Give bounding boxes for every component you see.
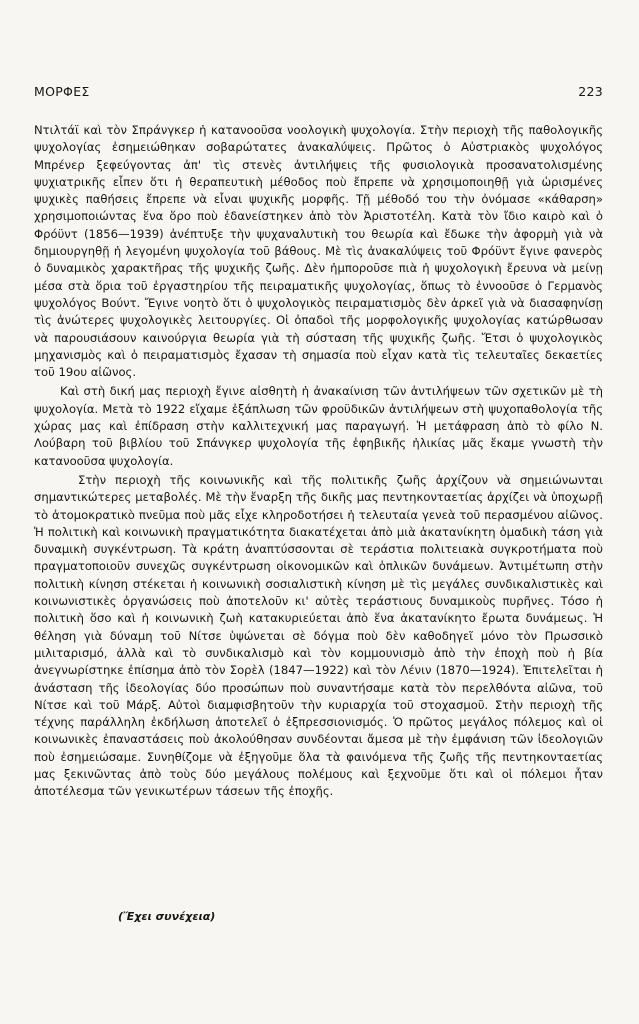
body-text xyxy=(34,122,603,803)
running-head: ΜΟΡΦΕΣ xyxy=(34,84,90,99)
paragraph: Στὴν περιοχὴ τῆς κοινωνικῆς καὶ τῆς πολιτικῆς ζωῆς ἀρχίζουν νὰ σημειώνωνται σημαντικώτερες μεταβολές. Μὲ τὴν ἔναρξη τῆς δικῆς μας πεντηκονταετίας ἀρχίζει νὰ ὑποχωρῇ τὸ ἀτομοκρατικὸ πνεῦμα ποὺ μᾶς εἶχε κληροδοτήσει ἡ τελευταία γενεὰ τοῦ περασμένου αἰῶνος. Ἡ πολιτικὴ καὶ κοινωνικὴ πραγματικότητα διακατέχεται ἀπὸ μιὰ ἀκατανίκητη ὁμαδικὴ τάση γιὰ δυναμικὴ συγκέντρωση. Τὰ κράτη ἀναπτύσσονται σὲ τεράστια πολιτειακὰ συγκροτήματα ποὺ πραγματοποιοῦν συνεχῶς συγκέντρωση οἰκονομικῶν καὶ ὁπλικῶν δυνάμεων. Ἀντιμέτωπη στὴν πολιτικὴ κίνηση στέκεται ἡ κοινωνικὴ σοσιαλιστικὴ κίνηση μὲ τὶς μεγάλες συνδικαλιστικὲς καὶ κοινωνιστικὲς ὀργανώσεις ποὺ ἀποτελοῦν κι' αὐτὲς τεράστιους δυναμικοὺς πυρῆνες. Τόσο ἡ πολιτικὴ ὅσο καὶ ἡ κοινωνικὴ ζωὴ κατακυριεύεται ἀπὸ ἕνα ἀκατανίκητο ἔρωτα δυνάμεως. Ἡ θέληση γιὰ δύναμη τοῦ Νίτσε ὑψώνεται σὲ δόγμα ποὺ δὲν καθοδηγεῖ μόνο τὸν Πρωσσικὸ μιλιταρισμό, ἀλλὰ καὶ τὸ συνδικαλισμὸ καὶ τὸν κομμουνισμὸ ἀπὸ τὴν ἐποχὴ ποὺ ἡ βία ἀνεγνωρίστηκε ἐπίσημα ἀπὸ τὸν Σορὲλ (1847—1922) καὶ τὸν Λένιν (1870—1924). Ἐπιτελεῖται ἡ ἀνάσταση τῆς ἰδεολογίας δύο προσώπων ποὺ συναντήσαμε κατὰ τὸν περελθόντα αἰῶνα, τοῦ Νίτσε καὶ τοῦ Μάρξ. Αὐτοὶ διαμφισβητοῦν τὴν κυριαρχία τοῦ στοχασμοῦ. Στὴν περιοχὴ τῆς τέχνης παράλληλη ἐκδήλωση ἀποτελεῖ ὁ ἐξπρεσσιονισμός. Ὁ πρῶτος μεγάλος πόλεμος καὶ οἱ κοινωνικὲς ἐπαναστάσεις ποὺ ἀκολούθησαν συνδέονται ἄμεσα μὲ τὴν ἐμφάνιση τῶν ἰδεολογιῶν ποὺ ἐσημειώσαμε. Συνηθίζομε νὰ ἐξηγοῦμε ὅλα τὰ φαινόμενα τῆς ζωῆς τῆς πεντηκονταετίας μας ξεκινῶντας ἀπὸ τοὺς δύο μεγάλους πολέμους καὶ ξεχνοῦμε ὅτι καὶ οἱ πόλεμοι ἦταν ἀποτέλεσμα τῶν γενικωτέρων τάσεων τῆς ἐποχῆς. xyxy=(34,472,603,799)
page-header xyxy=(34,84,603,104)
page-number: 223 xyxy=(578,84,603,99)
paragraph: Καὶ στὴ δική μας περιοχὴ ἔγινε αἰσθητὴ ἡ ἀνακαίνιση τῶν ἀντιλήψεων τῶν σχετικῶν μὲ τὴ ψυχολογία. Μετὰ τὸ 1922 εἴχαμε ἐξάπλωση τῶν φροϋδικῶν ἀντιλήψεων στὴ ψυχοπαθολογία τῆς χώρας μας καὶ ἐπίδραση στὴν καλλιτεχνική μας παραγωγή. Ἡ μετάφραση ἀπὸ τὸ φίλο Ν. Λούβαρη τοῦ βιβλίου τοῦ Σπάνγκερ ψυχολογία τῆς ἐφηβικῆς ἡλικίας μᾶς ἔκαμε γνωστὴ τὴν κατανοοῦσα ψυχολογία. xyxy=(34,384,603,468)
continued-note: (Ἔχει συνέχεια) xyxy=(118,910,216,923)
paragraph: Ντιλτάϊ καὶ τὸν Σπράνγκερ ἡ κατανοοῦσα νοολογικὴ ψυχολογία. Στὴν περιοχὴ τῆς παθολογικῆς ψυχολογίας ἐσημειώθηκαν σοβαρώτατες ἀνακαλύψεις. Πρῶτος ὁ Αὐστριακὸς ψυχολόγος Μπρένερ ξεφεύγοντας ἀπ' τὶς στενὲς ἀντιλήψεις τῆς φυσιολογικὰ προσανατολισμένης ψυχιατρικῆς εἶπεν ὅτι ἡ θεραπευτικὴ μέθοδος ποὺ ἔπρεπε νὰ χρησιμοποιηθῇ γιὰ ὡρισμένες ψυχικὲς παθήσεις ἔπρεπε νὰ εἶναι ψυχικῆς μορφῆς. Τῇ μέθοδό του τὴν ὀνόμασε «κάθαρση» χρησιμοποιώντας ἕνα ὅρο ποὺ ἐδανείστηκεν ἀπὸ τὸν Ἀριστοτέλη. Κατὰ τὸν ἴδιο καιρὸ καὶ ὁ Φρόϋντ (1856—1939) ἀνέπτυξε τὴν ψυχαναλυτικὴ του θεωρία καὶ ἔδωκε τὴν ἀφορμὴ γιὰ νὰ δημιουργηθῇ ἡ λεγομένη ψυχολογία τοῦ βάθους. Μὲ τὶς ἀνακαλύψεις τοῦ Φρόϋντ ἔγινε φανερὸς ὁ δυναμικὸς χαρακτῆρας τῆς ψυχικῆς ζωῆς. Δὲν ἠμποροῦσε πιὰ ἡ ψυχολογικὴ ἔρευνα νὰ μείνῃ μέσα στὰ ὅρια τοῦ ἐργαστηρίου τῆς πειραματικῆς ψυχολογίας, ὅπως τὸ ἐννοοῦσε ὁ Γερμανὸς ψυχολόγος Βούντ. Ἔγινε νοητὸ ὅτι ὁ ψυχολογικὸς πειραματισμὸς δὲν ἀρκεῖ γιὰ νὰ διασαφηνίσῃ τὶς ἀνώτερες ψυχολογικὲς λειτουργίες. Οἱ ὀπαδοὶ τῆς μορφολογικῆς ψυχολογίας κατώρθωσαν νὰ παρουσιάσουν καινούργια θεωρία γιὰ τὴ σύσταση τῆς ψυχικῆς ζωῆς. Ἔτσι ὁ ψυχολογικὸς μηχανισμὸς καὶ ὁ πειραματισμὸς ἔχασαν τὴ σημασία ποὺ εἶχαν κατὰ τὶς τελευταῖες δεκαετίες τοῦ 19ου αἰῶνος. xyxy=(34,123,603,380)
